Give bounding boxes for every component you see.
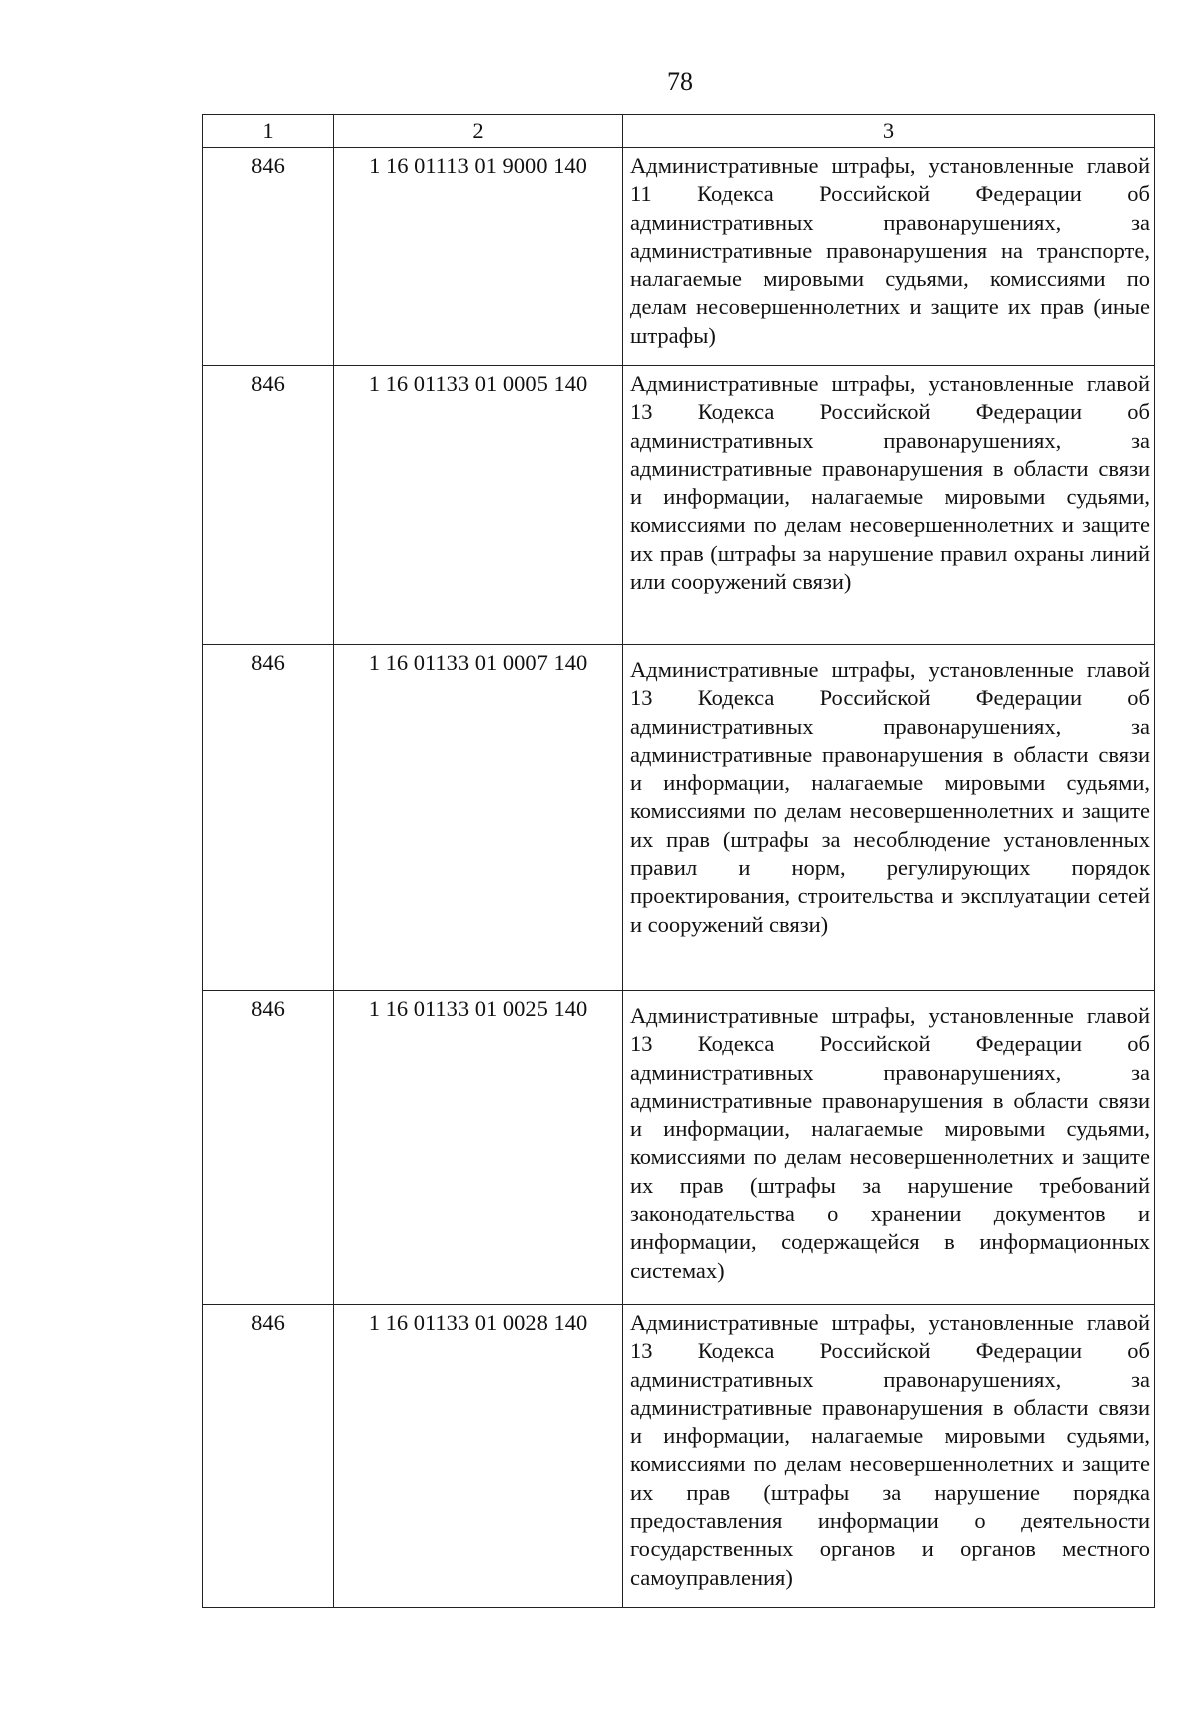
budget-code-cell: 1 16 01133 01 0005 140 xyxy=(334,366,623,645)
description-cell: Административные штрафы, установленные главой 11 Кодекса Российской Федерации об административных правонарушениях, за административные правонарушения на транспорте, налагаемые мировыми судьями, комиссиями по делам несовершеннолетних и защите их прав (иные штрафы) xyxy=(623,148,1155,366)
document-table xyxy=(202,114,1155,1608)
table-row xyxy=(203,366,1155,645)
description-cell: Административные штрафы, установленные главой 13 Кодекса Российской Федерации об административных правонарушениях, за административные правонарушения в области связи и информации, налагаемые мировыми судьями, комиссиями по делам несовершеннолетних и защите их прав (штрафы за нарушение правил охраны линий или сооружений связи) xyxy=(623,366,1155,645)
table-row xyxy=(203,991,1155,1305)
table-row xyxy=(203,1305,1155,1608)
description-cell: Административные штрафы, установленные главой 13 Кодекса Российской Федерации об административных правонарушениях, за административные правонарушения в области связи и информации, налагаемые мировыми судьями, комиссиями по делам несовершеннолетних и защите их прав (штрафы за нарушение требований законодательства о хранении документов и информации, содержащейся в информационных системах) xyxy=(623,991,1155,1305)
page-number: 78 xyxy=(667,67,693,96)
column-header-1: 1 xyxy=(203,115,334,148)
column-header-2: 2 xyxy=(334,115,623,148)
admin-code-cell: 846 xyxy=(203,991,334,1305)
admin-code-cell: 846 xyxy=(203,366,334,645)
table-row xyxy=(203,645,1155,991)
table-header-row xyxy=(203,115,1155,148)
admin-code-cell: 846 xyxy=(203,148,334,366)
table-row xyxy=(203,148,1155,366)
admin-code-cell: 846 xyxy=(203,645,334,991)
budget-code-cell: 1 16 01133 01 0028 140 xyxy=(334,1305,623,1608)
description-cell: Административные штрафы, установленные главой 13 Кодекса Российской Федерации об административных правонарушениях, за административные правонарушения в области связи и информации, налагаемые мировыми судьями, комиссиями по делам несовершеннолетних и защите их прав (штрафы за несоблюдение установленных правил и норм, регулирующих порядок проектирования, строительства и эксплуатации сетей и сооружений связи) xyxy=(623,645,1155,991)
column-header-3: 3 xyxy=(623,115,1155,148)
budget-code-cell: 1 16 01133 01 0007 140 xyxy=(334,645,623,991)
budget-code-cell: 1 16 01133 01 0025 140 xyxy=(334,991,623,1305)
admin-code-cell: 846 xyxy=(203,1305,334,1608)
budget-code-cell: 1 16 01113 01 9000 140 xyxy=(334,148,623,366)
description-cell: Административные штрафы, установленные главой 13 Кодекса Российской Федерации об административных правонарушениях, за административные правонарушения в области связи и информации, налагаемые мировыми судьями, комиссиями по делам несовершеннолетних и защите их прав (штрафы за нарушение порядка предоставления информации о деятельности государственных органов и органов местного самоуправления) xyxy=(623,1305,1155,1608)
